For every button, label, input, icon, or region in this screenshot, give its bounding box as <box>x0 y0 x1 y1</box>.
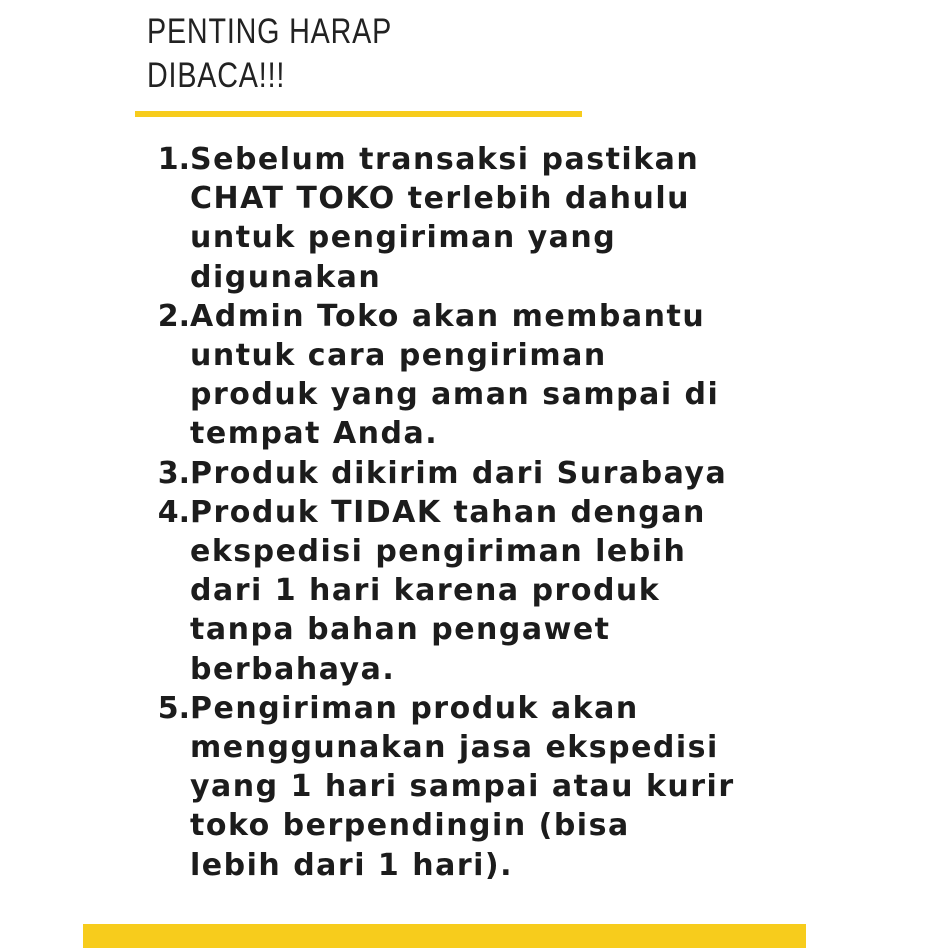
item-number: 4. <box>157 494 190 530</box>
item-line: Pengiriman produk akan <box>190 690 639 726</box>
heading-line-2: DIBACA!!! <box>147 56 286 95</box>
notice-list <box>152 140 792 885</box>
item-line: tempat Anda. <box>190 416 439 452</box>
notice-item-5 <box>152 689 792 885</box>
notice-item-1 <box>152 140 792 297</box>
heading-line-1: PENTING HARAP <box>147 12 393 51</box>
item-line: yang 1 hari sampai atau kurir <box>190 769 735 805</box>
notice-heading <box>147 10 392 98</box>
heading-underline <box>135 111 582 117</box>
item-number: 3. <box>157 455 190 491</box>
item-number: 2. <box>157 298 190 334</box>
footer-bar <box>83 924 806 948</box>
item-line: lebih dari 1 hari). <box>190 847 514 883</box>
item-line: tanpa bahan pengawet <box>190 612 611 648</box>
item-line: digunakan <box>190 259 382 295</box>
notice-item-4 <box>152 493 792 689</box>
item-line: Sebelum transaksi pastikan <box>190 142 700 177</box>
item-number: 5. <box>157 690 190 726</box>
item-line: untuk pengiriman yang <box>190 220 617 256</box>
item-line: dari 1 hari karena produk <box>190 573 661 609</box>
item-number: 1. <box>157 142 190 177</box>
item-line: berbahaya. <box>190 651 396 687</box>
item-line: Admin Toko akan membantu <box>190 298 706 334</box>
item-line: ekspedisi pengiriman lebih <box>190 534 687 570</box>
item-line: Produk TIDAK tahan dengan <box>190 494 706 530</box>
item-line: produk yang aman sampai di <box>190 377 720 413</box>
item-line: CHAT TOKO terlebih dahulu <box>190 181 690 217</box>
item-line: menggunakan jasa ekspedisi <box>190 730 719 766</box>
item-line: untuk cara pengiriman <box>190 338 607 374</box>
item-line: toko berpendingin (bisa <box>190 808 630 844</box>
item-line: Produk dikirim dari Surabaya <box>190 455 728 491</box>
notice-item-3 <box>152 454 792 493</box>
notice-item-2 <box>152 297 792 454</box>
